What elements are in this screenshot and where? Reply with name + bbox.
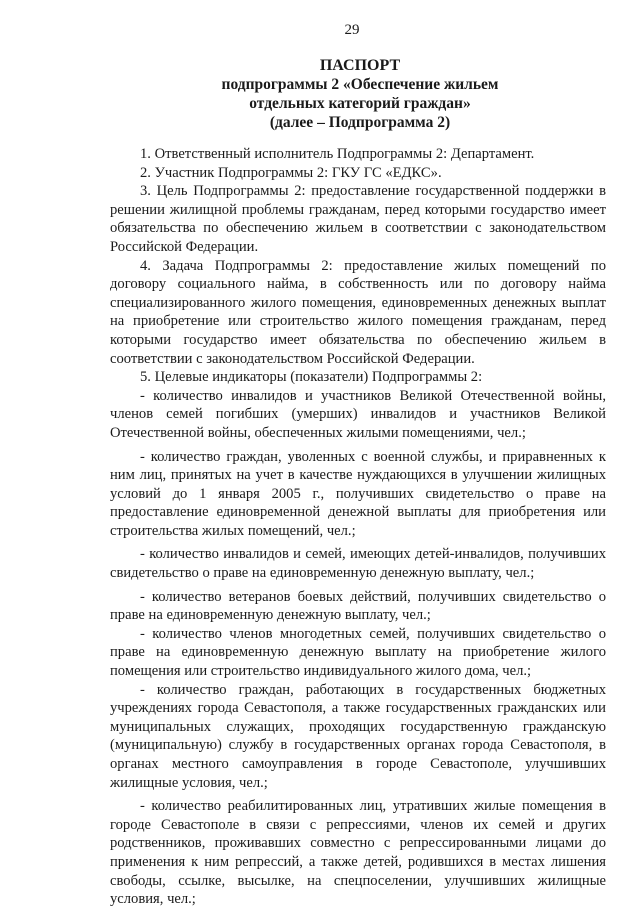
- indicator-item: - количество граждан, работающих в государственных бюджетных учреждениях города Севастополя, а также государственных гражданских или муниципальных служащих, проходящих государственную гражданскую (муниципальную) службу в государственных органах города Севастополя, в органах местного самоуправления в городе Севастополе, улучшивших жилищные условия, чел.;: [110, 681, 606, 791]
- paragraph-goal: 3. Цель Подпрограммы 2: предоставление государственной поддержки в решении жилищной проблемы гражданам, перед которыми государство имеет обязательства по обеспечению жильем в соответствии с законодательством Российской Федерации.: [110, 183, 606, 255]
- indicator-item: - количество членов многодетных семей, получивших свидетельство о праве на единовременную денежную выплату на приобретение жилого помещения или строительство индивидуального жилого дома, чел.;: [110, 625, 606, 680]
- indicator-item: - количество граждан, уволенных с военной службы, и приравненных к ним лиц, принятых на учет в качестве нуждающихся в улучшении жилищных условий до 1 января 2005 г., получивших свидетельство о праве на предоставление единовременной денежной выплаты для приобретения или строительства жилых помещений, чел.;: [110, 448, 606, 539]
- document-header: [110, 56, 610, 132]
- document-title: ПАСПОРТ: [319, 57, 401, 74]
- paragraph-participant: 2. Участник Подпрограммы 2: ГКУ ГС «ЕДКС».: [140, 164, 442, 181]
- subtitle-line-1: подпрограммы 2 «Обеспечение жильем: [221, 76, 499, 93]
- subtitle-line-3: (далее – Подпрограмма 2): [269, 114, 451, 131]
- indicator-item: - количество реабилитированных лиц, утративших жилые помещения в городе Севастополе в связи с репрессиями, членов их семей и других родственников, проживавших совместно с репрессированными лицами до применения к ним репрессий, а также детей, родившихся в местах лишения свободы, ссылке, высылке, на спецпоселении, улучшивших жилищные условия, чел.;: [110, 798, 606, 908]
- document-body: [110, 145, 606, 909]
- paragraph-indicators-heading: 5. Целевые индикаторы (показатели) Подпрограммы 2:: [140, 369, 483, 386]
- paragraph-responsible-executor: 1. Ответственный исполнитель Подпрограммы 2: Департамент.: [140, 146, 535, 162]
- indicator-item: - количество инвалидов и участников Великой Отечественной войны, членов семей погибших (умерших) инвалидов и участников Великой Отечественной войны, обеспеченных жилыми помещениями, чел.;: [110, 387, 606, 441]
- page-number: 29: [344, 22, 360, 38]
- indicator-item: - количество ветеранов боевых действий, получивших свидетельство о праве на единовременную денежную выплату, чел.;: [110, 588, 606, 624]
- subtitle-line-2: отдельных категорий граждан»: [249, 95, 471, 112]
- indicator-item: - количество инвалидов и семей, имеющих детей-инвалидов, получивших свидетельство о праве на единовременную денежную выплату, чел.;: [110, 546, 606, 582]
- paragraph-task: 4. Задача Подпрограммы 2: предоставление жилых помещений по договору социального найма, в собственность или по договору найма специализированного жилого помещения, единовременных денежных выплат на приобретение или строительство жилого помещения гражданам, перед которыми государство имеет обязательства по обеспечению жильем в соответствии с законодательством Российской Федерации.: [110, 257, 606, 367]
